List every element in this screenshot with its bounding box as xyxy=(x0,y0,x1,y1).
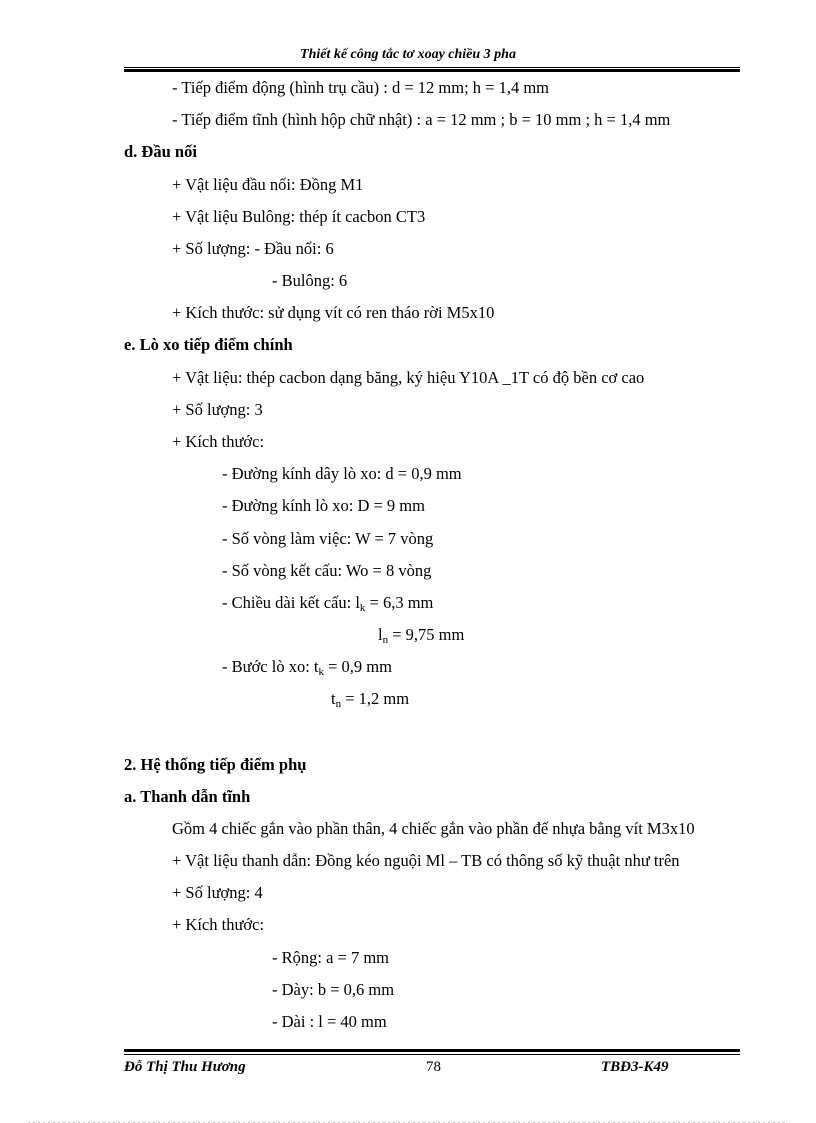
text-line: - Đường kính dây lò xo: d = 0,9 mm xyxy=(222,464,462,483)
header-title: Thiết kế công tắc tơ xoay chiều 3 pha xyxy=(300,47,516,62)
text-line xyxy=(222,593,433,618)
text-line: + Vật liệu đầu nối: Đồng M1 xyxy=(172,175,364,194)
text-line: - Rộng: a = 7 mm xyxy=(272,948,390,967)
text-part: - Bước lò xo: t xyxy=(222,657,319,676)
subscript: n xyxy=(382,634,389,646)
text-part: l xyxy=(378,625,383,644)
section-heading: e. Lò xo tiếp điểm chính xyxy=(124,335,293,354)
text-line: + Kích thước: sử dụng vít có ren tháo rời M5x10 xyxy=(172,303,495,322)
text-line: + Kích thước: xyxy=(172,432,265,451)
text-line: - Dày: b = 0,6 mm xyxy=(272,980,395,999)
footer-rule-thin xyxy=(124,1054,740,1055)
text-line: + Kích thước: xyxy=(172,915,265,934)
header-rule-thick xyxy=(124,69,740,72)
text-line: - Bulông: 6 xyxy=(272,271,348,290)
text-line: - Tiếp điểm tĩnh (hình hộp chữ nhật) : a = 12 mm ; b = 10 mm ; h = 1,4 mm xyxy=(172,110,671,129)
section-heading: d. Đầu nối xyxy=(124,142,197,161)
text-line xyxy=(222,657,392,682)
text-line: Gồm 4 chiếc gắn vào phần thân, 4 chiếc gắn vào phần đế nhựa bằng vít M3x10 xyxy=(172,819,695,838)
text-line: - Số vòng làm việc: W = 7 vòng xyxy=(222,529,434,548)
section-heading: a. Thanh dẫn tĩnh xyxy=(124,787,251,806)
text-part: = 6,3 mm xyxy=(365,593,434,612)
text-part: = 9,75 mm xyxy=(388,625,465,644)
text-part: - Chiều dài kết cấu: l xyxy=(222,593,360,612)
text-line: + Vật liệu Bulông: thép ít cacbon CT3 xyxy=(172,207,426,226)
text-line xyxy=(331,689,409,714)
footer-class-code: TBĐ3-K49 xyxy=(601,1059,669,1075)
subscript: k xyxy=(318,666,324,678)
text-line: - Đường kính lò xo: D = 9 mm xyxy=(222,496,425,515)
page-number: 78 xyxy=(426,1059,441,1075)
text-line: - Tiếp điểm động (hình trụ cầu) : d = 12 mm; h = 1,4 mm xyxy=(172,78,550,97)
text-line: + Số lượng: - Đầu nối: 6 xyxy=(172,239,334,258)
text-part: = 1,2 mm xyxy=(341,689,410,708)
subscript: k xyxy=(359,602,366,614)
text-part: t xyxy=(331,689,336,708)
section-heading: 2. Hệ thống tiếp điểm phụ xyxy=(124,755,307,774)
text-line: - Dài : l = 40 mm xyxy=(272,1012,387,1031)
text-line: + Vật liệu thanh dẫn: Đồng kéo nguội Ml – TB có thông số kỹ thuật như trên xyxy=(172,851,680,870)
text-line: + Vật liệu: thép cacbon dạng băng, ký hiệu Y10A _1T có độ bền cơ cao xyxy=(172,368,645,387)
header-rule-thin xyxy=(124,67,740,68)
footer-author: Đỗ Thị Thu Hương xyxy=(124,1059,246,1075)
text-part: = 0,9 mm xyxy=(324,657,392,676)
subscript: n xyxy=(335,698,342,710)
footer-rule-thick xyxy=(124,1049,740,1052)
text-line: + Số lượng: 3 xyxy=(172,400,263,419)
text-line xyxy=(378,625,464,650)
text-line: + Số lượng: 4 xyxy=(172,883,263,902)
text-line: - Số vòng kết cấu: Wo = 8 vòng xyxy=(222,561,432,580)
